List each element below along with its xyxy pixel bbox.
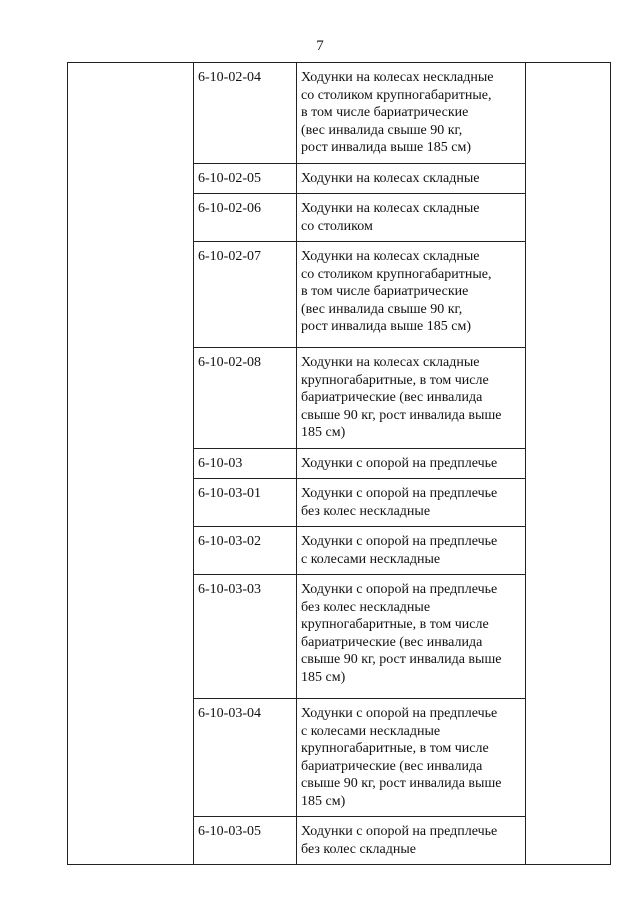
description-line: свыше 90 кг, рост инвалида выше <box>301 776 502 791</box>
description-cell <box>297 63 526 164</box>
description-line: с колесами нескладные <box>301 551 441 567</box>
item-description <box>297 449 525 479</box>
description-line: Ходунки с опорой на предплечье <box>301 534 498 549</box>
description-line: со столиком <box>301 218 373 234</box>
product-table <box>67 62 611 865</box>
item-code: 6-10-03 <box>198 455 243 471</box>
code-cell <box>194 63 297 164</box>
code-cell <box>194 448 297 479</box>
code-cell <box>194 242 297 348</box>
code-cell <box>194 348 297 449</box>
description-line: без колес складные <box>301 841 416 857</box>
description-cell <box>297 348 526 449</box>
item-description <box>297 575 525 692</box>
description-line: (вес инвалида свыше 90 кг, <box>301 301 463 317</box>
description-line: Ходунки на колесах складные <box>301 355 480 370</box>
item-code: 6-10-02-08 <box>198 355 261 370</box>
description-cell <box>297 242 526 348</box>
description-line: рост инвалида выше 185 см) <box>301 140 471 155</box>
description-cell <box>297 575 526 699</box>
description-line: бариатрические (вес инвалида <box>301 758 483 774</box>
description-line: Ходунки на колесах нескладные <box>301 70 494 85</box>
description-line: рост инвалида выше 185 см) <box>301 319 471 334</box>
item-description <box>297 699 525 816</box>
description-line: 185 см) <box>301 669 346 685</box>
code-cell <box>194 527 297 575</box>
description-cell <box>297 163 526 194</box>
description-line: Ходунки с опорой на предплечье <box>301 486 498 501</box>
item-description <box>297 479 525 526</box>
description-line: Ходунки с опорой на предплечье <box>301 824 498 839</box>
empty-left-cell <box>68 63 194 865</box>
item-code: 6-10-03-04 <box>198 706 261 721</box>
description-line: Ходунки на колесах складные <box>301 249 480 264</box>
description-line: со столиком крупногабаритные, <box>301 266 492 282</box>
description-cell <box>297 194 526 242</box>
item-code: 6-10-03-02 <box>198 534 261 549</box>
description-line: свыше 90 кг, рост инвалида выше <box>301 407 502 423</box>
table-body <box>68 63 611 865</box>
item-code: 6-10-03-03 <box>198 582 261 597</box>
item-description <box>297 348 525 448</box>
description-line: с колесами нескладные <box>301 723 441 739</box>
description-line: Ходунки на колесах складные <box>301 201 480 216</box>
description-line: крупногабаритные, в том числе <box>301 617 489 632</box>
item-description <box>297 817 525 864</box>
description-cell <box>297 479 526 527</box>
description-line: без колес нескладные <box>301 503 431 519</box>
code-cell <box>194 163 297 194</box>
item-code: 6-10-02-06 <box>198 201 261 216</box>
description-line: без колес нескладные <box>301 599 431 615</box>
code-cell <box>194 575 297 699</box>
description-cell <box>297 527 526 575</box>
item-code: 6-10-03-01 <box>198 486 261 501</box>
description-line: (вес инвалида свыше 90 кг, <box>301 122 463 138</box>
description-line: со столиком крупногабаритные, <box>301 87 492 103</box>
description-line: в том числе бариатрические <box>301 284 469 299</box>
item-code: 6-10-03-05 <box>198 824 261 839</box>
description-cell <box>297 817 526 865</box>
code-cell <box>194 817 297 865</box>
description-cell <box>297 448 526 479</box>
code-cell <box>194 479 297 527</box>
item-code: 6-10-02-04 <box>198 70 261 85</box>
table-row <box>68 63 611 164</box>
description-line: свыше 90 кг, рост инвалида выше <box>301 652 502 667</box>
description-line: Ходунки на колесах складные <box>301 170 480 186</box>
description-cell <box>297 699 526 817</box>
empty-right-cell <box>526 63 611 865</box>
description-line: Ходунки с опорой на предплечье <box>301 455 498 471</box>
item-code: 6-10-02-07 <box>198 249 261 264</box>
description-line: крупногабаритные, в том числе <box>301 741 489 756</box>
item-description <box>297 194 525 241</box>
description-line: Ходунки с опорой на предплечье <box>301 706 498 721</box>
item-description <box>297 164 525 194</box>
description-line: бариатрические (вес инвалида <box>301 634 483 650</box>
item-code: 6-10-02-05 <box>198 170 261 186</box>
code-cell <box>194 194 297 242</box>
code-cell <box>194 699 297 817</box>
description-line: в том числе бариатрические <box>301 105 469 120</box>
item-description <box>297 63 525 163</box>
description-line: бариатрические (вес инвалида <box>301 390 483 405</box>
description-line: 185 см) <box>301 793 346 809</box>
description-line: крупногабаритные, в том числе <box>301 372 489 388</box>
item-description <box>297 527 525 574</box>
page-number: 7 <box>316 38 324 54</box>
description-line: 185 см) <box>301 425 346 440</box>
description-line: Ходунки с опорой на предплечье <box>301 582 498 597</box>
item-description <box>297 242 525 342</box>
